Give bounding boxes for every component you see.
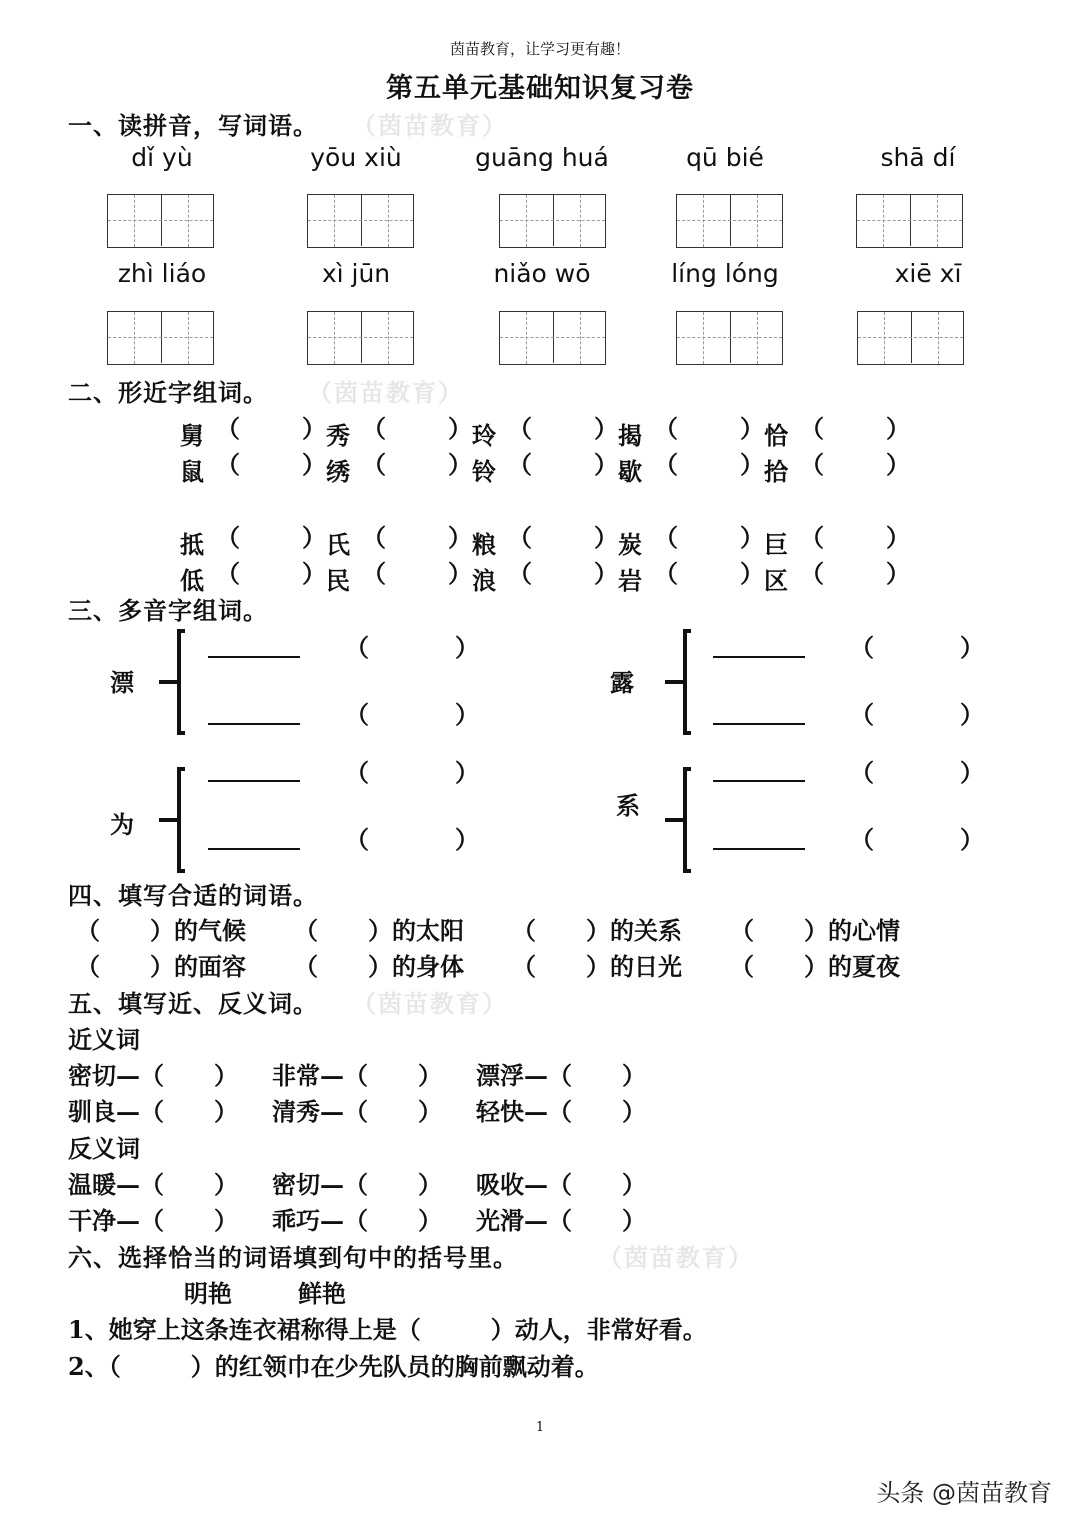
antonym-row: 干净—（ ） 乖巧—（ ） 光滑—（ ） bbox=[68, 1206, 646, 1235]
writing-grid[interactable] bbox=[107, 194, 214, 248]
page-title: 第五单元基础知识复习卷 bbox=[386, 73, 694, 104]
antonym-label: 反义词 bbox=[68, 1134, 140, 1163]
close-paren: ） bbox=[960, 825, 984, 854]
pinyin-4: qū bié bbox=[686, 143, 764, 172]
open-paren: （ bbox=[345, 700, 369, 729]
pinyin-6: zhì liáo bbox=[117, 259, 207, 288]
close-paren: ） bbox=[455, 758, 479, 787]
polyphone-char: 漂 bbox=[110, 668, 134, 697]
fill-row: （ ）的气候 （ ）的太阳 （ ）的关系 （ ）的心情 bbox=[76, 916, 900, 945]
brace-icon bbox=[155, 628, 189, 736]
pinyin-5: shā dí bbox=[880, 143, 956, 172]
open-paren: （ bbox=[850, 825, 874, 854]
section6-heading: 六、选择恰当的词语填到句中的括号里。 bbox=[68, 1243, 518, 1272]
polyphone-char: 为 bbox=[110, 810, 134, 839]
watermark: （茵苗教育） bbox=[352, 989, 508, 1018]
source-credit: 头条 @茵苗教育 bbox=[876, 1479, 1052, 1507]
synonym-row: 驯良—（ ） 清秀—（ ） 轻快—（ ） bbox=[68, 1097, 646, 1126]
watermark: （茵苗教育） bbox=[308, 378, 464, 407]
similar-chars-row: 抵 （ ） 氏 （ ） 粮 （ ） 炭 （ ） 巨 （ ） bbox=[180, 523, 910, 559]
writing-grid[interactable] bbox=[107, 311, 214, 365]
section4-heading: 四、填写合适的词语。 bbox=[68, 881, 318, 910]
antonym-row: 温暖—（ ） 密切—（ ） 吸收—（ ） bbox=[68, 1170, 646, 1199]
open-paren: （ bbox=[850, 633, 874, 662]
open-paren: （ bbox=[345, 633, 369, 662]
synonym-label: 近义词 bbox=[68, 1025, 140, 1054]
pinyin-2: yōu xiù bbox=[310, 143, 402, 172]
answer-blank[interactable] bbox=[208, 758, 300, 782]
watermark: （茵苗教育） bbox=[598, 1243, 754, 1272]
open-paren: （ bbox=[850, 700, 874, 729]
close-paren: ） bbox=[960, 633, 984, 662]
writing-grid[interactable] bbox=[499, 194, 606, 248]
section1-heading: 一、读拼音，写词语。 bbox=[68, 111, 318, 140]
writing-grid[interactable] bbox=[676, 194, 783, 248]
answer-blank[interactable] bbox=[208, 701, 300, 725]
writing-grid[interactable] bbox=[676, 311, 783, 365]
polyphone-char: 露 bbox=[610, 668, 634, 697]
close-paren: ） bbox=[455, 700, 479, 729]
pinyin-10: xiē xī bbox=[894, 259, 962, 288]
writing-grid[interactable] bbox=[307, 311, 414, 365]
similar-chars-row: 舅 （ ） 秀 （ ） 玲 （ ） 揭 （ ） 恰 （ ） bbox=[180, 414, 910, 450]
polyphone-char: 系 bbox=[616, 791, 640, 820]
tagline: 茵苗教育，让学习更有趣！ bbox=[449, 40, 630, 58]
pinyin-3: guāng huá bbox=[475, 143, 609, 172]
brace-icon bbox=[155, 766, 189, 874]
question-1: 1、她穿上这条连衣裙称得上是（ ）动人，非常好看。 bbox=[68, 1315, 707, 1344]
open-paren: （ bbox=[850, 758, 874, 787]
answer-blank[interactable] bbox=[208, 826, 300, 850]
answer-blank[interactable] bbox=[713, 701, 805, 725]
pinyin-7: xì jūn bbox=[321, 259, 391, 288]
brace-icon bbox=[661, 628, 695, 736]
section2-heading: 二、形近字组词。 bbox=[68, 378, 268, 407]
pinyin-8: niǎo wō bbox=[493, 259, 591, 288]
question-2: 2、（ ）的红领巾在少先队员的胸前飘动着。 bbox=[68, 1352, 599, 1381]
word-option: 鲜艳 bbox=[298, 1279, 346, 1308]
watermark: （茵苗教育） bbox=[352, 111, 508, 140]
answer-blank[interactable] bbox=[208, 634, 300, 658]
similar-chars-row: 鼠 （ ） 绣 （ ） 铃 （ ） 歇 （ ） 拾 （ ） bbox=[180, 450, 910, 486]
open-paren: （ bbox=[345, 758, 369, 787]
word-option: 明艳 bbox=[184, 1279, 232, 1308]
synonym-row: 密切—（ ） 非常—（ ） 漂浮—（ ） bbox=[68, 1061, 646, 1090]
similar-chars-row: 低 （ ） 民 （ ） 浪 （ ） 岩 （ ） 区 （ ） bbox=[180, 559, 910, 595]
writing-grid[interactable] bbox=[307, 194, 414, 248]
close-paren: ） bbox=[455, 633, 479, 662]
section5-heading: 五、填写近、反义词。 bbox=[68, 989, 318, 1018]
pinyin-1: dǐ yù bbox=[131, 143, 193, 172]
writing-grid[interactable] bbox=[856, 194, 963, 248]
close-paren: ） bbox=[960, 700, 984, 729]
answer-blank[interactable] bbox=[713, 634, 805, 658]
section3-heading: 三、多音字组词。 bbox=[68, 596, 268, 625]
writing-grid[interactable] bbox=[499, 311, 606, 365]
brace-icon bbox=[661, 766, 695, 874]
open-paren: （ bbox=[345, 825, 369, 854]
close-paren: ） bbox=[455, 825, 479, 854]
answer-blank[interactable] bbox=[713, 758, 805, 782]
fill-row: （ ）的面容 （ ）的身体 （ ）的日光 （ ）的夏夜 bbox=[76, 952, 900, 981]
pinyin-9: líng lóng bbox=[671, 259, 779, 288]
writing-grid[interactable] bbox=[857, 311, 964, 365]
page-number: 1 bbox=[535, 1420, 545, 1435]
close-paren: ） bbox=[960, 758, 984, 787]
answer-blank[interactable] bbox=[713, 826, 805, 850]
